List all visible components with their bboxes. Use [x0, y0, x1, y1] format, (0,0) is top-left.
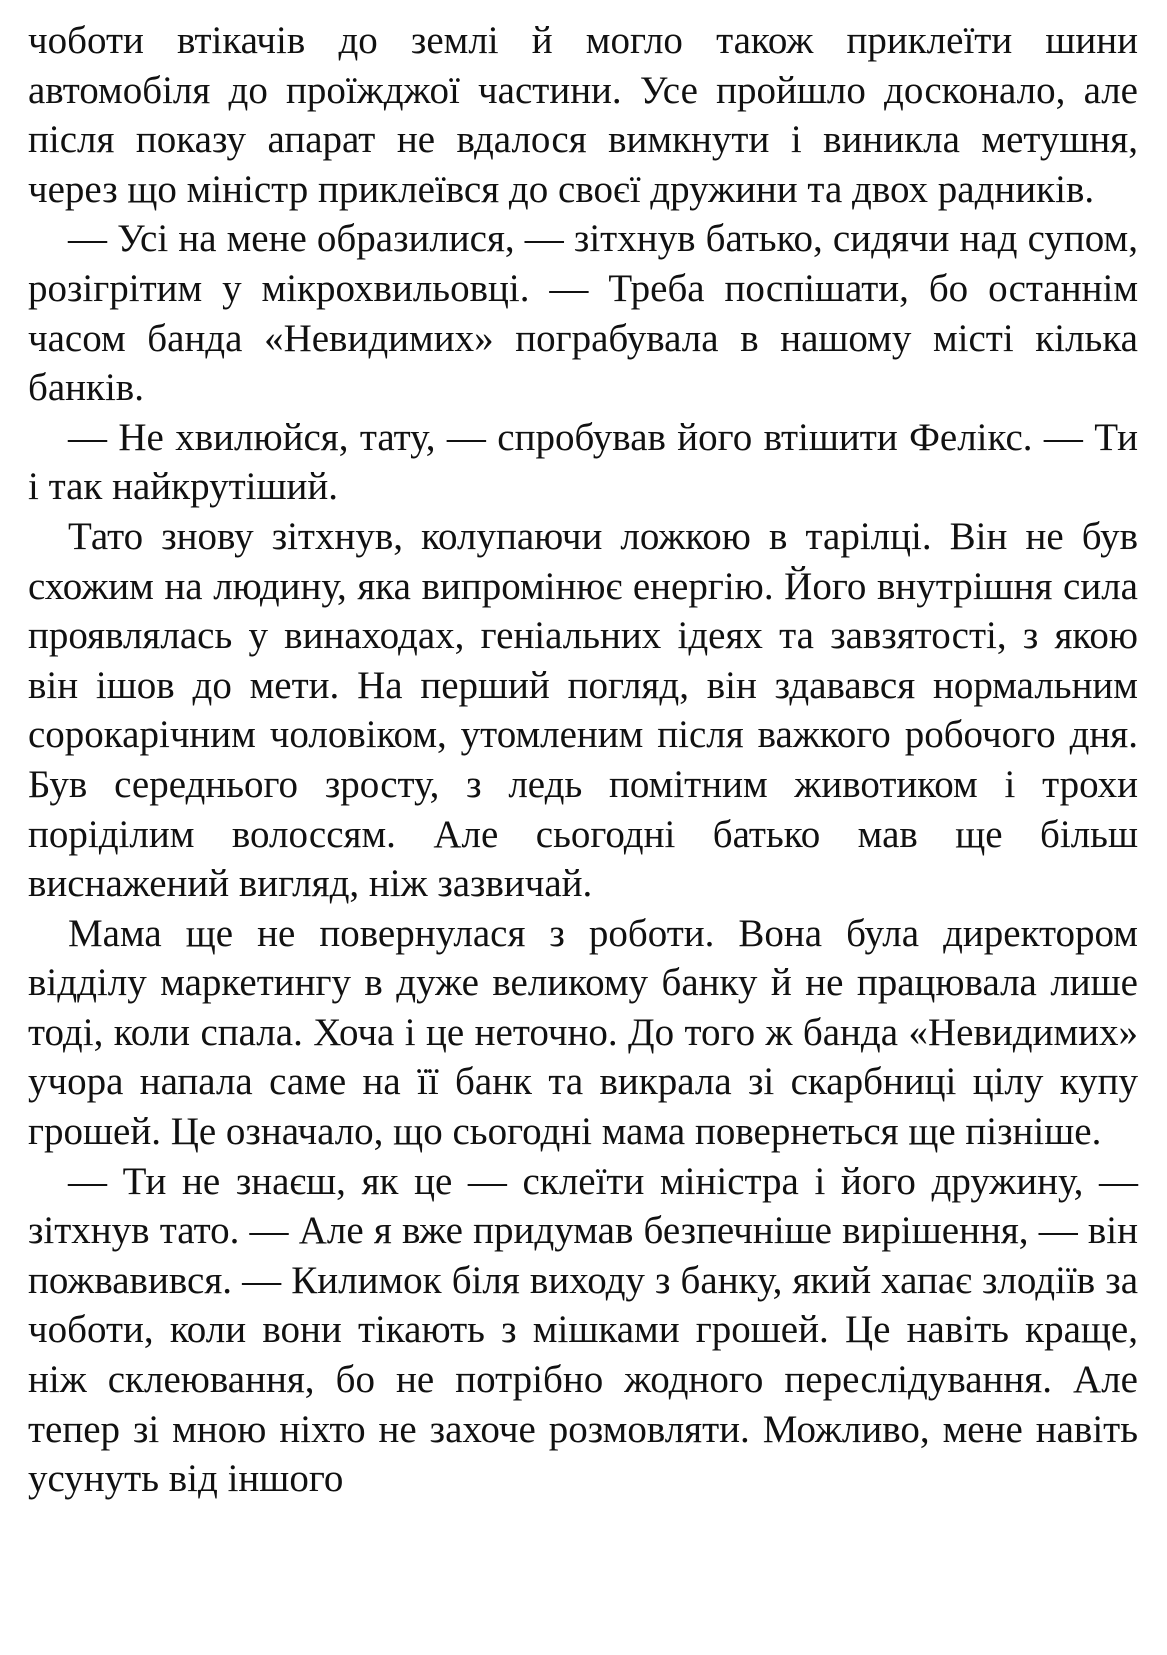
- paragraph-5: Мама ще не повернулася з роботи. Вона була директором відділу маркетингу в дуже великому банку й не працювала лише тоді, коли спала. Хоча і це неточно. До того ж банда «Невидимих» учора напала саме на її банк та викрала зі скарбниці цілу купу грошей. Це означало, що сьогодні мама повернеться ще пізніше.: [28, 911, 1138, 1154]
- paragraph-4: Тато знову зітхнув, колупаючи ложкою в тарілці. Він не був схожим на людину, яка випромінює енергію. Його внутрішня сила проявлялась у винаходах, геніальних ідеях та завзятості, з якою він ішов до мети. На перший погляд, він здавався нормальним сорокарічним чоловіком, утомленим після важкого робочого дня. Був середнього зросту, з ледь помітним животиком і трохи порідiлим волоссям. Але сьогодні батько мав ще більш виснажений вигляд, ніж зазвичай.: [28, 514, 1138, 906]
- paragraph-2: — Усі на мене образилися, — зітхнув батько, сидячи над супом, розігрітим у мікрохвильовці. — Треба поспішати, бо останнім часом банда «Невидимих» пограбувала в нашому місті кілька банків.: [28, 217, 1138, 410]
- paragraph-3: — Не хвилюйся, тату, — спробував його втішити Фелікс. — Ти і так найкрутіший.: [28, 415, 1138, 509]
- paragraph-6: — Ти не знаєш, як це — склеїти міністра і його дружину, — зітхнув тато. — Але я вже придумав безпечніше вирішення, — він пожвавився. — Килимок біля виходу з банку, який хапає злодіїв за чоботи, коли вони тікають з мішками грошей. Це навіть краще, ніж склеювання, бо не потрібно жодного переслідування. Але тепер зі мною ніхто не захоче розмовляти. Можливо, мене навіть усунуть від іншого: [28, 1159, 1138, 1501]
- book-page: [28, 16, 1138, 1504]
- paragraph-1: чоботи втікачів до землі й могло також приклеїти шини автомобіля до проїжджої частини. Усе пройшло досконало, але після показу апарат не вдалося вимкнути і виникла метушня, через що міністр приклеївся до своєї дружини та двох радників.: [28, 19, 1138, 211]
